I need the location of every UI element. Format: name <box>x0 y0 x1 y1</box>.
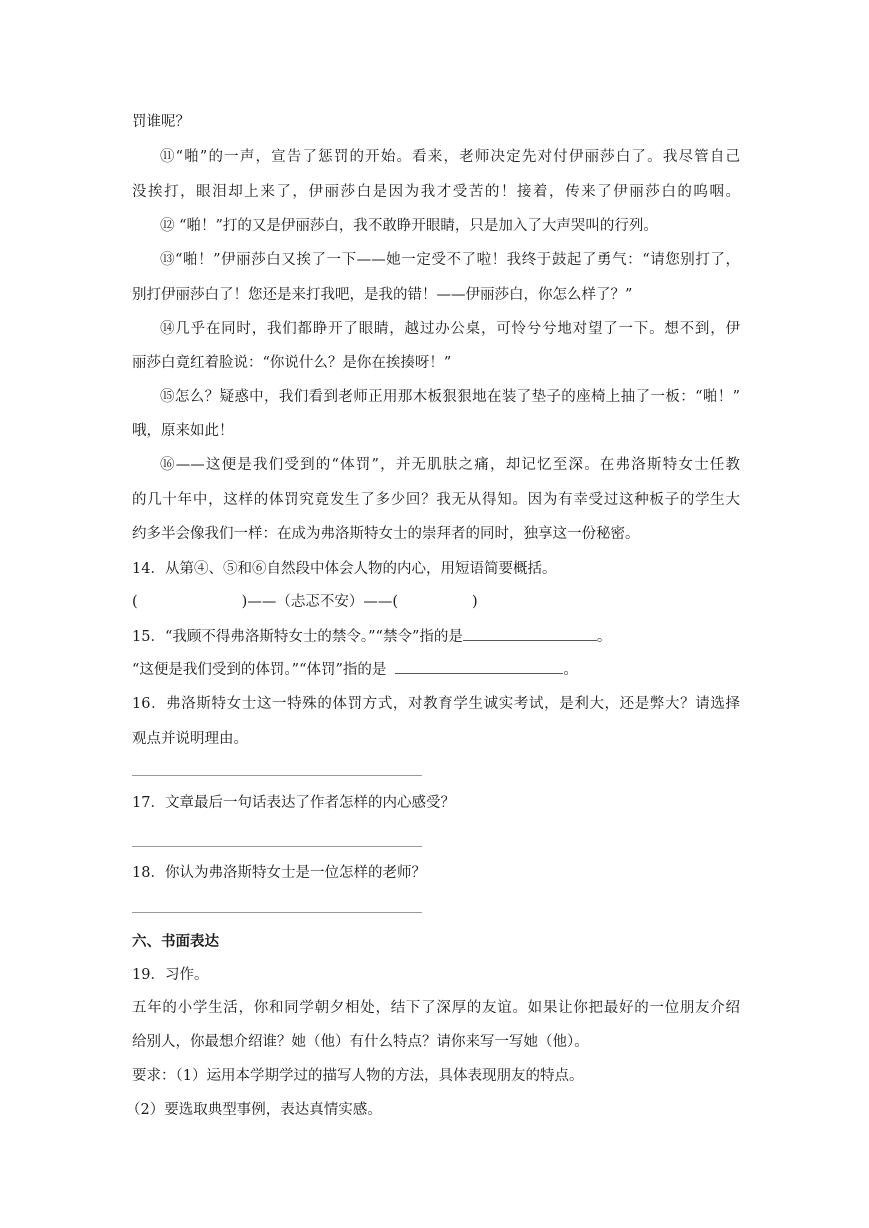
paragraph-16-line3: 约多半会像我们一样：在成为弗洛斯特女士的崇拜者的同时，独享这一份秘密。 <box>132 526 640 542</box>
paragraph-13-line2: 别打伊丽莎白了！您还是来打我吧，是我的错！——伊丽莎白，你怎么样了？” <box>132 287 633 303</box>
paragraph-14-line2: 丽莎白竟红着脸说：“你说什么？是你在挨揍呀！” <box>132 355 452 371</box>
question-15-part-a <box>132 626 740 647</box>
paragraph-11-line1: ⑪“啪”的一声，宣告了惩罚的开始。看来，老师决定先对付伊丽莎白了。我尽管自己 <box>160 149 740 165</box>
question-18: 18．你认为弗洛斯特女士是一位怎样的老师？ <box>132 865 426 881</box>
question-14: 14．从第④、⑤和⑥自然段中体会人物的内心，用短语简要概括。 <box>132 561 557 577</box>
requirement-1: 要求：（1）运用本学期学过的描写人物的方法，具体表现朋友的特点。 <box>132 1068 584 1084</box>
q16-answer-line[interactable] <box>132 775 422 776</box>
q14-middle-text: )——（忐忑不安）——( <box>241 594 398 610</box>
writing-prompt-line2: 给别人，你最想介绍谁？她（他）有什么特点？请你来写一写她（他）。 <box>132 1034 589 1050</box>
paragraph-12: ⑫ “啪！”打的又是伊丽莎白，我不敢睁开眼睛，只是加入了大声哭叫的行列。 <box>160 218 658 234</box>
question-15-part-b <box>132 659 740 680</box>
q15b-text: “这便是我们受到的体罚。”“体罚”指的是 <box>132 662 387 678</box>
question-16-line1: 16．弗洛斯特女士这一特殊的体罚方式，对教育学生诚实考试，是利大，还是弊大？请选择 <box>132 696 740 712</box>
question-17: 17．文章最后一句话表达了作者怎样的内心感受？ <box>132 795 455 811</box>
paragraph-16-line2: 的几十年中，这样的体罚究竟发生了多少回？我无从得知。因为有幸受过这种板子的学生大 <box>132 492 740 508</box>
question-14-answer-row <box>132 592 740 612</box>
paragraph-14-line1: ⑭几乎在同时，我们都睁开了眼睛，越过办公桌，可怜兮兮地对望了一下。想不到，伊 <box>160 321 740 337</box>
paragraph-15-line1: ⑮怎么？疑惑中，我们看到老师正用那木板狠狠地在装了垫子的座椅上抽了一板：“啪！” <box>160 389 740 405</box>
q15b-blank[interactable] <box>395 659 563 674</box>
q18-answer-line[interactable] <box>132 912 422 913</box>
q15b-end: 。 <box>563 662 578 678</box>
paragraph-11-line2: 没挨打，眼泪却上来了，伊丽莎白是因为我才受苦的！接着，传来了伊丽莎白的呜咽。 <box>132 184 740 200</box>
writing-prompt-line1: 五年的小学生活，你和同学朝夕相处，结下了深厚的友谊。如果让你把最好的一位朋友介绍 <box>132 1000 740 1016</box>
paragraph-10-tail: 罚谁呢？ <box>132 114 190 130</box>
q14-close-paren: ) <box>472 594 478 610</box>
paragraph-15-line2: 哦，原来如此！ <box>132 423 234 439</box>
q14-open-paren: ( <box>132 594 138 610</box>
paragraph-16-line1: ⑯——这便是我们受到的“体罚”，并无肌肤之痛，却记忆至深。在弗洛斯特女士任教 <box>160 457 740 473</box>
q15a-end: 。 <box>596 629 612 645</box>
question-16-line2: 观点并说明理由。 <box>132 731 248 747</box>
section-6-heading: 六、书面表达 <box>132 934 219 950</box>
requirement-2: （2）要选取典型事例，表达真情实感。 <box>126 1102 382 1118</box>
paragraph-13-line1: ⑬“啪！”伊丽莎白又挨了一下——她一定受不了啦！我终于鼓起了勇气：“请您别打了， <box>160 252 740 268</box>
question-19: 19．习作。 <box>132 967 209 983</box>
q15a-text: 15．“我顾不得弗洛斯特女士的禁令。”“禁令”指的是 <box>132 629 463 645</box>
q15a-blank[interactable] <box>463 626 597 641</box>
q17-answer-line[interactable] <box>132 846 422 847</box>
